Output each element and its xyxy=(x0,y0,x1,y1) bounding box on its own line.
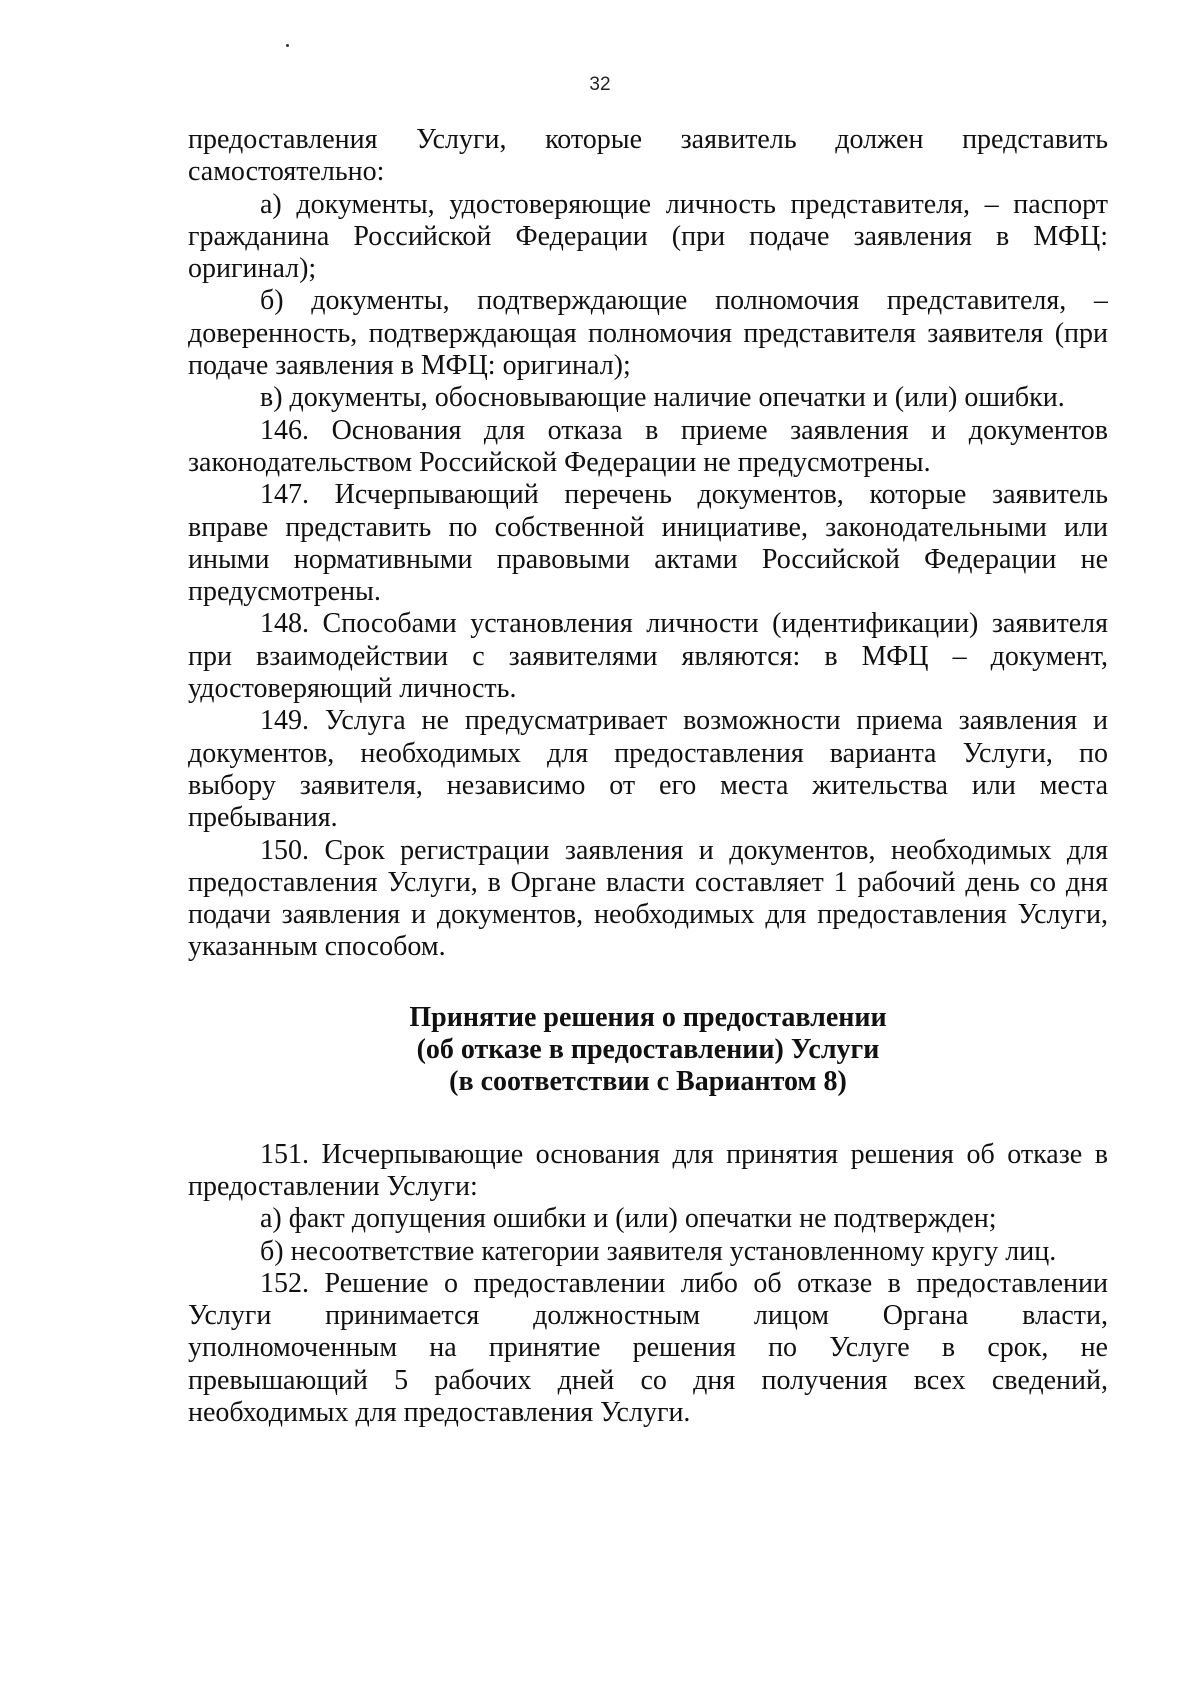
text-line: 147. Исчерпывающий перечень документов, которые заявитель xyxy=(260,479,1108,511)
section-heading xyxy=(188,1002,1108,1099)
heading-line: Принятие решения о предоставлении xyxy=(409,1001,887,1033)
heading-line: (в соответствии с Вариантом 8) xyxy=(449,1066,847,1098)
text-line: предоставления Услуги, в Органе власти составляет 1 рабочий день со дня xyxy=(188,866,1108,898)
text-line: доверенность, подтверждающая полномочия представителя заявителя (при xyxy=(188,317,1108,349)
paragraph xyxy=(188,382,1108,414)
paragraph xyxy=(188,705,1108,834)
paragraphs-bottom xyxy=(188,1139,1108,1430)
text-line: б) несоответствие категории заявителя установленному кругу лиц. xyxy=(260,1235,1057,1267)
page-number: 32 xyxy=(589,74,611,95)
text-line: выбору заявителя, независимо от его места жительства или места xyxy=(188,769,1108,801)
text-line: а) факт допущения ошибки и (или) опечатки не подтвержден; xyxy=(260,1203,997,1235)
text-line: иными нормативными правовыми актами Российской Федерации не xyxy=(188,543,1108,575)
text-line: законодательством Российской Федерации не предусмотрены. xyxy=(188,446,931,478)
text-line: подачи заявления и документов, необходимых для предоставления Услуги, xyxy=(188,899,1108,931)
text-line: 152. Решение о предоставлении либо об отказе в предоставлении xyxy=(260,1267,1108,1299)
document-body xyxy=(188,124,1108,1429)
paragraph xyxy=(188,415,1108,480)
text-line: при взаимодействии с заявителями являются: в МФЦ – документ, xyxy=(188,640,1108,672)
paragraph xyxy=(188,1268,1108,1429)
text-line: предоставлении Услуги: xyxy=(188,1170,478,1202)
text-line: 146. Основания для отказа в приеме заявления и документов xyxy=(260,414,1108,446)
text-line: удостоверяющий личность. xyxy=(188,673,517,705)
text-line: оригинал); xyxy=(188,253,317,285)
paragraphs-top xyxy=(188,124,1108,964)
paragraph xyxy=(188,124,1108,189)
text-line: 149. Услуга не предусматривает возможности приема заявления и xyxy=(260,705,1108,737)
paragraph xyxy=(188,835,1108,964)
text-line: необходимых для предоставления Услуги. xyxy=(188,1396,691,1428)
paragraph xyxy=(188,608,1108,705)
heading-line: (об отказе в предоставлении) Услуги xyxy=(416,1034,880,1066)
text-line: 151. Исчерпывающие основания для принятия решения об отказе в xyxy=(260,1138,1108,1170)
text-line: самостоятельно: xyxy=(188,156,385,188)
paragraph xyxy=(188,1236,1108,1268)
text-line: предоставления Услуги, которые заявитель должен представить xyxy=(188,124,1108,155)
text-line: а) документы, удостоверяющие личность представителя, – паспорт xyxy=(260,188,1108,220)
text-line: подаче заявления в МФЦ: оригинал); xyxy=(188,350,631,382)
paragraph xyxy=(188,1203,1108,1235)
text-line: гражданина Российской Федерации (при подаче заявления в МФЦ: xyxy=(188,220,1108,252)
text-line: вправе представить по собственной инициативе, законодательными или xyxy=(188,511,1108,543)
text-line: б) документы, подтверждающие полномочия представителя, – xyxy=(260,285,1108,317)
text-line: Услуги принимается должностным лицом Органа власти, xyxy=(188,1300,1108,1332)
text-line: превышающий 5 рабочих дней со дня получения всех сведений, xyxy=(188,1364,1108,1396)
text-line: предусмотрены. xyxy=(188,576,381,608)
scan-speck xyxy=(286,44,289,47)
paragraph xyxy=(188,479,1108,608)
text-line: в) документы, обосновывающие наличие опечатки и (или) ошибки. xyxy=(260,382,1065,414)
text-line: 150. Срок регистрации заявления и документов, необходимых для xyxy=(260,834,1108,866)
text-line: указанным способом. xyxy=(188,931,446,963)
paragraph xyxy=(188,1139,1108,1204)
text-line: 148. Способами установления личности (идентификации) заявителя xyxy=(260,608,1108,640)
text-line: документов, необходимых для предоставления варианта Услуги, по xyxy=(188,737,1108,769)
text-line: уполномоченным на принятие решения по Услуге в срок, не xyxy=(188,1332,1108,1364)
paragraph xyxy=(188,285,1108,382)
text-line: пребывания. xyxy=(188,802,338,834)
paragraph xyxy=(188,189,1108,286)
